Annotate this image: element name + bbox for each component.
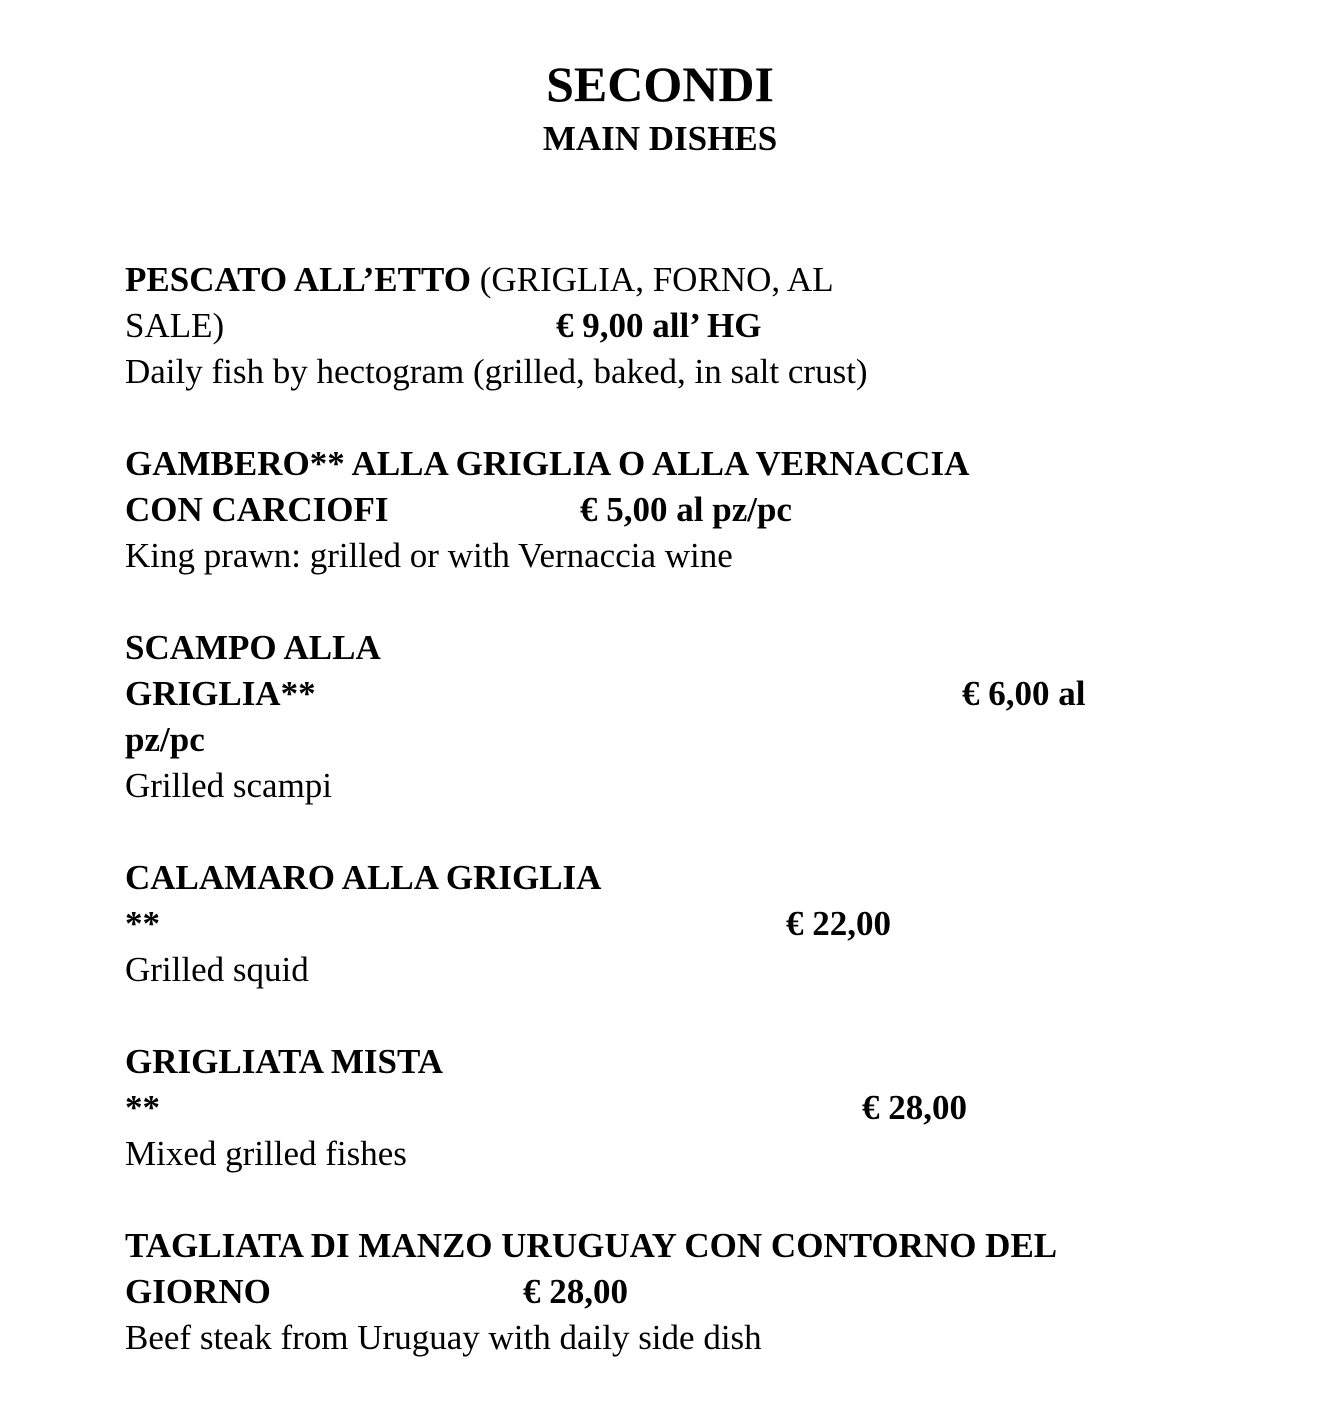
dish-name: PESCATO ALL’ETTO: [125, 260, 471, 299]
dish-name-detail: SALE): [125, 306, 225, 345]
dish-name: CALAMARO ALLA GRIGLIA: [125, 858, 602, 897]
dish-name: GAMBERO** ALLA GRIGLIA O ALLA VERNACCIA: [125, 444, 970, 483]
dish-price: € 22,00: [786, 904, 891, 943]
dish-description: Grilled squid: [125, 950, 309, 989]
dish-name: SCAMPO ALLA: [125, 628, 381, 667]
dish-name-detail: (GRIGLIA, FORNO, AL: [470, 260, 834, 299]
dish-name: GRIGLIATA MISTA: [125, 1042, 443, 1081]
dish-price: € 9,00 all’ HG: [556, 306, 762, 345]
dish-name: **: [125, 1088, 160, 1127]
dish-name: TAGLIATA DI MANZO URUGUAY CON CONTORNO DEL: [125, 1226, 1058, 1265]
dish-name: CON CARCIOFI: [125, 490, 389, 529]
page-title: SECONDI: [546, 56, 774, 112]
dish-price-unit: pz/pc: [125, 720, 205, 759]
dish-description: Beef steak from Uruguay with daily side dish: [125, 1318, 762, 1357]
dish-description: Grilled scampi: [125, 766, 333, 805]
dish-name-line: [125, 257, 834, 303]
dish-name: **: [125, 904, 160, 943]
dish-price: € 5,00 al pz/pc: [580, 490, 792, 529]
dish-price: € 28,00: [523, 1272, 628, 1311]
dish-description: Daily fish by hectogram (grilled, baked, in salt crust): [125, 352, 868, 391]
dish-description: King prawn: grilled or with Vernaccia wine: [125, 536, 733, 575]
dish-description: Mixed grilled fishes: [125, 1134, 407, 1173]
dish-price: € 6,00 al: [962, 674, 1086, 713]
dish-name: GIORNO: [125, 1272, 271, 1311]
dish-name: GRIGLIA**: [125, 674, 316, 713]
page-subtitle: MAIN DISHES: [542, 119, 778, 158]
dish-price: € 28,00: [862, 1088, 967, 1127]
